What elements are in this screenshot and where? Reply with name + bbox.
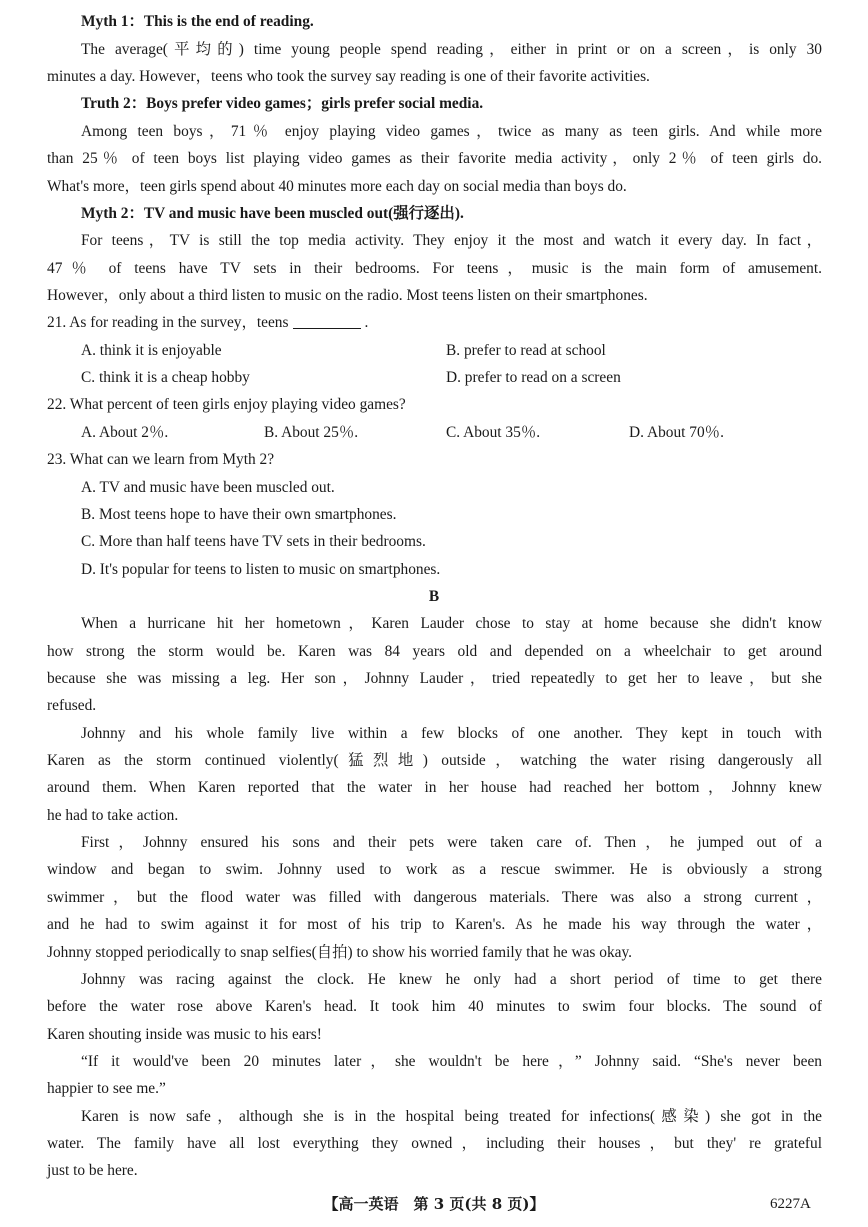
- text-line: he had to take action.: [47, 807, 179, 824]
- question-23-stem: 23. What can we learn from Myth 2?: [47, 451, 275, 468]
- page-footer-title: 【高一英语 第 3 页(共 8 页)】: [323, 1195, 545, 1213]
- option-23-d: D. It's popular for teens to listen to music on smartphones.: [81, 561, 441, 578]
- text-line: The average(平均的) time young people spend reading，either in print or on a screen，is only 30: [81, 41, 822, 58]
- text-line: water. The family have all lost everything they owned，including their houses，but they' re grateful: [47, 1135, 822, 1152]
- text-line: Johnny was racing against the clock. He knew he only had a short period of time to get there: [81, 971, 822, 988]
- option-23-b: B. Most teens hope to have their own smartphones.: [81, 506, 397, 523]
- text-line: What's more，teen girls spend about 40 minutes more each day on social media than boys do.: [47, 178, 627, 195]
- question-stem-text: 21. As for reading in the survey，teens: [47, 314, 289, 331]
- option-21-d: D. prefer to read on a screen: [446, 369, 621, 386]
- text-line: 47％ of teens have TV sets in their bedrooms. For teens，music is the main form of amusement.: [47, 260, 822, 277]
- text-line: Karen is now safe，although she is in the hospital being treated for infections(感染) she got in the: [81, 1108, 822, 1125]
- text-line: Karen shouting inside was music to his ears!: [47, 1026, 322, 1043]
- text-line: When a hurricane hit her hometown，Karen Lauder chose to stay at home because she didn't know: [81, 615, 822, 632]
- section-b-label: B: [428, 588, 440, 605]
- option-21-b: B. prefer to read at school: [446, 342, 606, 359]
- text-line: happier to see me.”: [47, 1080, 166, 1097]
- text-line: Johnny stopped periodically to snap selfies(自拍) to show his worried family that he was okay.: [47, 944, 633, 961]
- text-line: For teens，TV is still the top media activity. They enjoy it the most and watch it every day. In fact，: [81, 232, 822, 249]
- option-21-c: C. think it is a cheap hobby: [81, 369, 250, 386]
- text-line: than 25％ of teen boys list playing video games as their favorite media activity，only 2％ of teen girls do.: [47, 150, 822, 167]
- text-line: Among teen boys，71％ enjoy playing video games，twice as many as teen girls. And while more: [81, 123, 822, 140]
- text-line: swimmer，but the flood water was filled with dangerous materials. There was also a strong current，: [47, 889, 822, 906]
- text-line: around them. When Karen reported that the water in her house had reached her bottom，Johnny knew: [47, 779, 822, 796]
- option-23-a: A. TV and music have been muscled out.: [81, 479, 335, 496]
- answer-blank: [293, 313, 361, 329]
- text-line: and he had to swim against it for most of his trip to Karen's. As he made his way through the water，: [47, 916, 822, 933]
- option-23-c: C. More than half teens have TV sets in their bedrooms.: [81, 533, 426, 550]
- text-line: “If it would've been 20 minutes later，she wouldn't be here，” Johnny said. “She's never been: [81, 1053, 822, 1070]
- question-21-stem: [47, 311, 822, 335]
- text-line: window and began to swim. Johnny used to work as a rescue swimmer. He is obviously a strong: [47, 861, 822, 878]
- option-22-d: D. About 70％.: [629, 424, 724, 441]
- page-footer-code: 6227A: [770, 1196, 811, 1212]
- text-line: before the water rose above Karen's head. It took him 40 minutes to swim four blocks. The sound of: [47, 998, 822, 1015]
- option-22-c: C. About 35％.: [446, 424, 541, 441]
- myth1-heading: Myth 1：This is the end of reading.: [81, 13, 314, 30]
- text-line: how strong the storm would be. Karen was 84 years old and depended on a wheelchair to get around: [47, 643, 822, 660]
- question-22-stem: 22. What percent of teen girls enjoy playing video games?: [47, 396, 406, 413]
- text-line: refused.: [47, 697, 97, 714]
- text-line: just to be here.: [47, 1162, 138, 1179]
- truth2-heading: Truth 2：Boys prefer video games；girls prefer social media.: [81, 95, 484, 112]
- option-22-a: A. About 2％.: [81, 424, 169, 441]
- option-22-b: B. About 25％.: [264, 424, 359, 441]
- question-stem-end: .: [364, 314, 369, 331]
- text-line: However，only about a third listen to music on the radio. Most teens listen on their smartphones.: [47, 287, 648, 304]
- text-line: Karen as the storm continued violently(猛烈地) outside，watching the water rising dangerously all: [47, 752, 822, 769]
- option-21-a: A. think it is enjoyable: [81, 342, 222, 359]
- text-line: First，Johnny ensured his sons and their pets were taken care of. Then，he jumped out of a: [81, 834, 822, 851]
- text-line: because she was missing a leg. Her son，Johnny Lauder，tried repeatedly to get her to leave，but she: [47, 670, 822, 687]
- text-line: Johnny and his whole family live within a few blocks of one another. They kept in touch with: [81, 725, 822, 742]
- text-line: minutes a day. However，teens who took the survey say reading is one of their favorite activities.: [47, 68, 650, 85]
- myth2-heading: Myth 2：TV and music have been muscled out(强行逐出).: [81, 205, 464, 222]
